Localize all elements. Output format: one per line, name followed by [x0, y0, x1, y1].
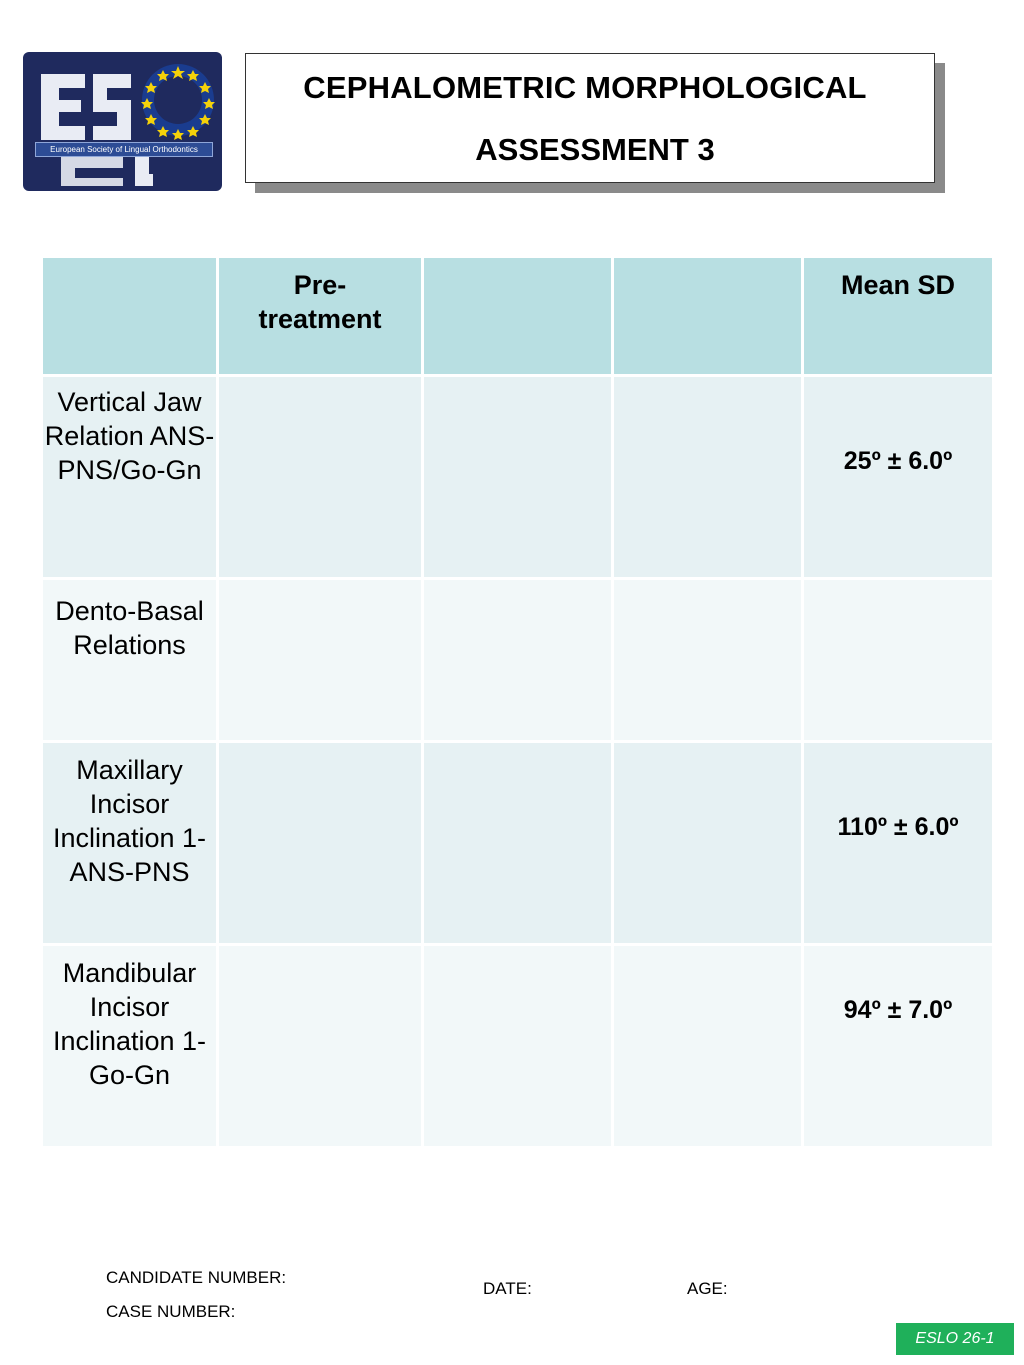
date-label: DATE: [483, 1279, 532, 1298]
mean-sd-value: 110º ± 6.0º [837, 813, 959, 841]
page-title-line-1: CEPHALOMETRIC MORPHOLOGICAL [303, 70, 867, 105]
entry-cell[interactable] [423, 376, 613, 579]
eslo-logo [23, 52, 222, 191]
entry-cell[interactable] [423, 579, 613, 742]
entry-cell[interactable] [218, 945, 423, 1148]
mean-sd-cell [803, 376, 994, 579]
row-label: Mandibular Incisor Inclination 1-Go-Gn [42, 945, 218, 1148]
mean-sd-value: 94º ± 7.0º [843, 996, 953, 1024]
age-label: AGE: [687, 1279, 728, 1298]
entry-cell[interactable] [613, 376, 803, 579]
row-label: Vertical Jaw Relation ANS-PNS/Go-Gn [42, 376, 218, 579]
table-row [42, 376, 994, 579]
title-box [245, 53, 935, 183]
mean-sd-cell [803, 945, 994, 1148]
table-header-row [42, 257, 994, 376]
mean-sd-cell [803, 742, 994, 945]
header-cell-blank-2 [613, 257, 803, 376]
entry-cell[interactable] [613, 945, 803, 1148]
header-cell-pre-treatment [218, 257, 423, 376]
header-cell-blank-1 [423, 257, 613, 376]
table-row [42, 579, 994, 742]
logo-caption: European Society of Lingual Orthodontics [35, 142, 213, 157]
entry-cell[interactable] [613, 742, 803, 945]
table-row [42, 742, 994, 945]
entry-cell[interactable] [218, 376, 423, 579]
mean-sd-cell [803, 579, 994, 742]
header-cell-mean-sd [803, 257, 994, 376]
document-code-badge: ESLO 26-1 [896, 1323, 1014, 1355]
entry-cell[interactable] [218, 579, 423, 742]
logo-graphic [23, 52, 222, 191]
row-label: Dento-Basal Relations [42, 579, 218, 742]
entry-cell[interactable] [423, 742, 613, 945]
entry-cell[interactable] [423, 945, 613, 1148]
entry-cell[interactable] [218, 742, 423, 945]
table-row [42, 945, 994, 1148]
header-cell-label [42, 257, 218, 376]
candidate-number-label: CANDIDATE NUMBER: [106, 1268, 287, 1287]
header-pre-treatment-text: Pre- treatment [258, 270, 382, 334]
mean-sd-value: 25º ± 6.0º [843, 447, 953, 475]
entry-cell[interactable] [613, 579, 803, 742]
header-mean-sd-text: Mean SD [840, 270, 956, 300]
page-title-line-2: ASSESSMENT 3 [475, 132, 715, 167]
row-label: Maxillary Incisor Inclination 1-ANS-PNS [42, 742, 218, 945]
case-number-label: CASE NUMBER: [106, 1302, 236, 1321]
assessment-table [40, 255, 995, 1149]
